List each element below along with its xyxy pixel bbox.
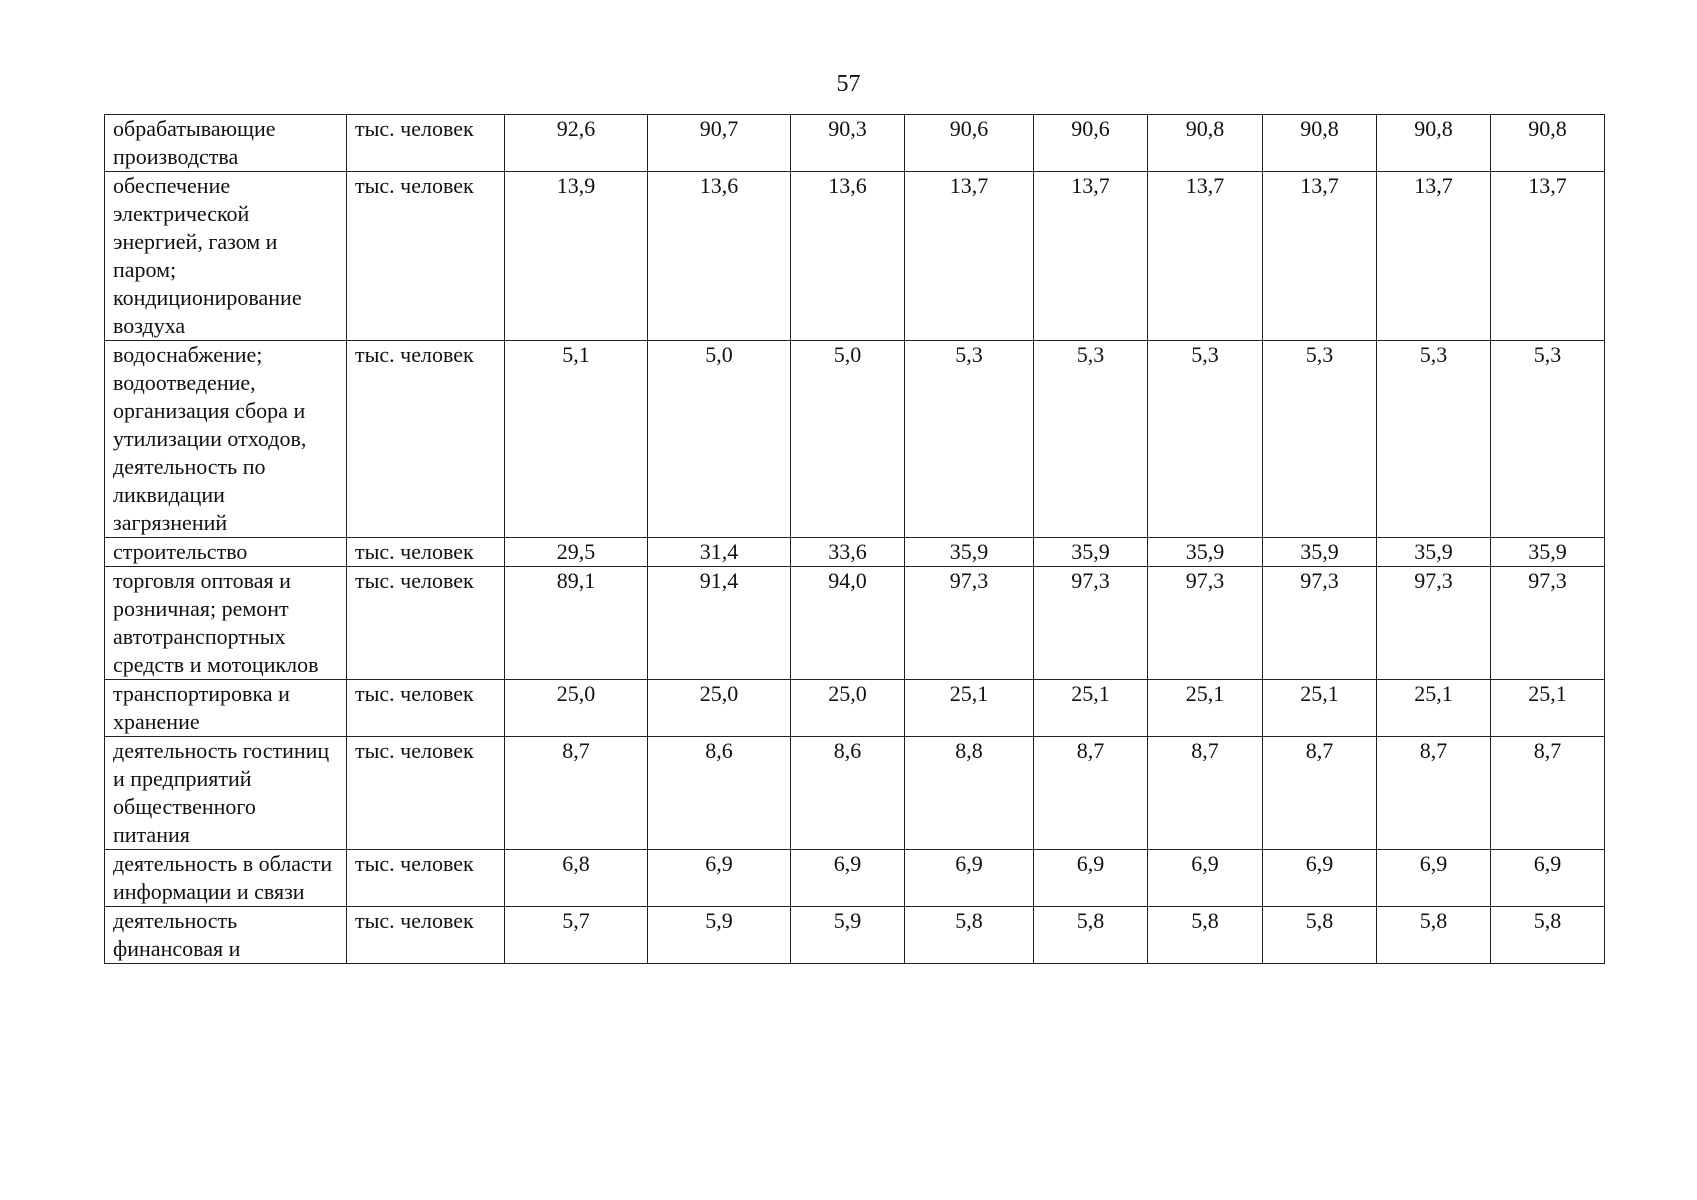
table-cell: 35,9 bbox=[1034, 538, 1148, 567]
table-row bbox=[105, 567, 1605, 680]
table-cell: 5,9 bbox=[791, 907, 905, 964]
row-unit: тыс. человек bbox=[347, 538, 505, 567]
table-row bbox=[105, 172, 1605, 341]
table-cell: 90,8 bbox=[1263, 115, 1377, 172]
table-cell: 13,6 bbox=[791, 172, 905, 341]
table-cell: 5,8 bbox=[1263, 907, 1377, 964]
table-cell: 33,6 bbox=[791, 538, 905, 567]
table-cell: 35,9 bbox=[1148, 538, 1263, 567]
table-cell: 8,6 bbox=[648, 737, 791, 850]
table-cell: 13,7 bbox=[1148, 172, 1263, 341]
table-cell: 6,9 bbox=[1034, 850, 1148, 907]
table-cell: 35,9 bbox=[1491, 538, 1605, 567]
table-cell: 90,8 bbox=[1377, 115, 1491, 172]
row-unit: тыс. человек bbox=[347, 567, 505, 680]
table-cell: 13,7 bbox=[1034, 172, 1148, 341]
table-cell: 91,4 bbox=[648, 567, 791, 680]
table-cell: 5,8 bbox=[1148, 907, 1263, 964]
table-row bbox=[105, 341, 1605, 538]
table-cell: 6,8 bbox=[505, 850, 648, 907]
table-cell: 90,8 bbox=[1491, 115, 1605, 172]
table-cell: 25,0 bbox=[505, 680, 648, 737]
table-cell: 8,6 bbox=[791, 737, 905, 850]
table-cell: 5,7 bbox=[505, 907, 648, 964]
table-cell: 97,3 bbox=[1034, 567, 1148, 680]
table-cell: 5,3 bbox=[1491, 341, 1605, 538]
table-row bbox=[105, 850, 1605, 907]
table-cell: 25,1 bbox=[1491, 680, 1605, 737]
table-row bbox=[105, 538, 1605, 567]
table-cell: 92,6 bbox=[505, 115, 648, 172]
table-cell: 5,3 bbox=[1377, 341, 1491, 538]
row-label: деятельность в области информации и связи bbox=[105, 850, 347, 907]
table-cell: 6,9 bbox=[1491, 850, 1605, 907]
table-cell: 5,3 bbox=[905, 341, 1034, 538]
table-cell: 8,7 bbox=[1491, 737, 1605, 850]
table-cell: 6,9 bbox=[1377, 850, 1491, 907]
table-cell: 97,3 bbox=[1377, 567, 1491, 680]
row-label: транспортировка и хранение bbox=[105, 680, 347, 737]
row-unit: тыс. человек bbox=[347, 680, 505, 737]
table-cell: 13,7 bbox=[905, 172, 1034, 341]
table-cell: 5,8 bbox=[905, 907, 1034, 964]
data-table bbox=[104, 114, 1605, 964]
table-cell: 89,1 bbox=[505, 567, 648, 680]
table-cell: 25,0 bbox=[791, 680, 905, 737]
table-cell: 8,7 bbox=[505, 737, 648, 850]
table-cell: 5,1 bbox=[505, 341, 648, 538]
table-cell: 5,9 bbox=[648, 907, 791, 964]
table-cell: 13,7 bbox=[1263, 172, 1377, 341]
table-cell: 5,3 bbox=[1263, 341, 1377, 538]
table-cell: 8,7 bbox=[1263, 737, 1377, 850]
table-cell: 6,9 bbox=[1148, 850, 1263, 907]
table-cell: 31,4 bbox=[648, 538, 791, 567]
table-cell: 90,6 bbox=[1034, 115, 1148, 172]
table-cell: 5,0 bbox=[648, 341, 791, 538]
table-cell: 25,1 bbox=[1148, 680, 1263, 737]
table-cell: 5,0 bbox=[791, 341, 905, 538]
table-cell: 6,9 bbox=[905, 850, 1034, 907]
table-cell: 13,9 bbox=[505, 172, 648, 341]
row-label: обеспечение электрической энергией, газом и паром; кондиционирование воздуха bbox=[105, 172, 347, 341]
table-cell: 8,7 bbox=[1148, 737, 1263, 850]
table-cell: 5,3 bbox=[1148, 341, 1263, 538]
table-cell: 90,6 bbox=[905, 115, 1034, 172]
table-cell: 94,0 bbox=[791, 567, 905, 680]
table-cell: 90,3 bbox=[791, 115, 905, 172]
table-cell: 13,7 bbox=[1377, 172, 1491, 341]
table-cell: 97,3 bbox=[1263, 567, 1377, 680]
row-label: обрабатывающие производства bbox=[105, 115, 347, 172]
table-cell: 5,8 bbox=[1491, 907, 1605, 964]
table-cell: 35,9 bbox=[1263, 538, 1377, 567]
row-label: водоснабжение; водоотведение, организация сбора и утилизации отходов, деятельность по ликвидации загрязнений bbox=[105, 341, 347, 538]
table-cell: 5,3 bbox=[1034, 341, 1148, 538]
table-cell: 8,8 bbox=[905, 737, 1034, 850]
row-unit: тыс. человек bbox=[347, 850, 505, 907]
table-cell: 6,9 bbox=[1263, 850, 1377, 907]
table-cell: 25,1 bbox=[1263, 680, 1377, 737]
table-cell: 5,8 bbox=[1377, 907, 1491, 964]
page-number: 57 bbox=[836, 71, 861, 97]
table-cell: 8,7 bbox=[1377, 737, 1491, 850]
table-row bbox=[105, 737, 1605, 850]
row-unit: тыс. человек bbox=[347, 341, 505, 538]
table-cell: 25,0 bbox=[648, 680, 791, 737]
table-cell: 5,8 bbox=[1034, 907, 1148, 964]
table-cell: 25,1 bbox=[1034, 680, 1148, 737]
table-body bbox=[105, 115, 1605, 964]
row-label: торговля оптовая и розничная; ремонт автотранспортных средств и мотоциклов bbox=[105, 567, 347, 680]
table-cell: 35,9 bbox=[905, 538, 1034, 567]
table-cell: 29,5 bbox=[505, 538, 648, 567]
table-row bbox=[105, 907, 1605, 964]
table-cell: 6,9 bbox=[648, 850, 791, 907]
table-row bbox=[105, 680, 1605, 737]
table-cell: 25,1 bbox=[905, 680, 1034, 737]
table-cell: 13,6 bbox=[648, 172, 791, 341]
table-cell: 97,3 bbox=[1148, 567, 1263, 680]
table-cell: 97,3 bbox=[905, 567, 1034, 680]
table-cell: 90,7 bbox=[648, 115, 791, 172]
row-unit: тыс. человек bbox=[347, 907, 505, 964]
row-label: строительство bbox=[105, 538, 347, 567]
row-label: деятельность финансовая и bbox=[105, 907, 347, 964]
table-cell: 8,7 bbox=[1034, 737, 1148, 850]
row-unit: тыс. человек bbox=[347, 172, 505, 341]
table-cell: 97,3 bbox=[1491, 567, 1605, 680]
table-cell: 25,1 bbox=[1377, 680, 1491, 737]
table-cell: 90,8 bbox=[1148, 115, 1263, 172]
row-unit: тыс. человек bbox=[347, 115, 505, 172]
table-cell: 6,9 bbox=[791, 850, 905, 907]
row-unit: тыс. человек bbox=[347, 737, 505, 850]
row-label: деятельность гостиниц и предприятий общественного питания bbox=[105, 737, 347, 850]
table-cell: 13,7 bbox=[1491, 172, 1605, 341]
table-row bbox=[105, 115, 1605, 172]
table-cell: 35,9 bbox=[1377, 538, 1491, 567]
